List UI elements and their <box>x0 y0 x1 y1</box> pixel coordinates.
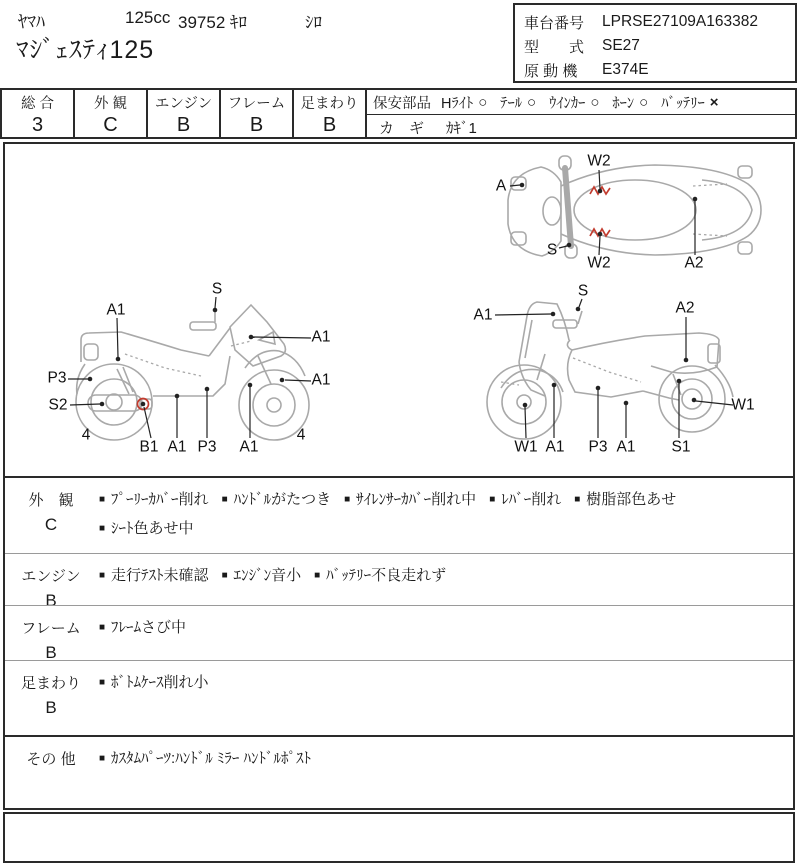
diagram-damage-code: W1 <box>514 438 538 456</box>
condition-item <box>99 520 194 537</box>
diagram-damage-code: S1 <box>671 438 691 456</box>
rating-cell-exterior <box>73 88 148 139</box>
marker-dot <box>205 387 210 392</box>
condition-item-text: ﾚﾊﾞｰ削れ <box>501 491 562 508</box>
ok-mark: ○ <box>527 93 537 111</box>
condition-row-undercarriage <box>5 660 793 735</box>
safety-item-label: Hﾗｲﾄ <box>441 95 474 112</box>
diagram-damage-code: W2 <box>587 152 611 170</box>
model-code: SE27 <box>602 37 640 54</box>
square-bullet-icon: ■ <box>489 494 496 505</box>
damage-diagram-box <box>3 142 795 478</box>
ng-mark: × <box>709 93 719 111</box>
safety-item-label: ﾎｰﾝ <box>612 95 635 112</box>
condition-item <box>489 491 561 508</box>
condition-item <box>574 491 676 508</box>
chassis-row <box>524 10 795 34</box>
square-bullet-icon: ■ <box>99 523 106 534</box>
diagram-damage-code: A2 <box>675 299 695 317</box>
condition-item <box>99 491 209 508</box>
ok-mark: ○ <box>478 93 488 111</box>
marker-dot <box>598 189 603 194</box>
mileage: 39752 ｷﾛ <box>178 13 247 32</box>
rating-value: B <box>322 114 337 136</box>
diagram-damage-code: A1 <box>473 306 493 324</box>
condition-item-text: ｶｽﾀﾑﾊﾟｰﾂ:ﾊﾝﾄﾞﾙ ﾐﾗｰ ﾊﾝﾄﾞﾙﾎﾟｽﾄ <box>111 750 312 767</box>
marker-dot <box>624 401 629 406</box>
leader-line <box>70 404 100 405</box>
rating-value: B <box>249 114 264 136</box>
diagram-damage-code: A1 <box>545 438 565 456</box>
engine-code-label: 原 動 機 <box>524 62 578 80</box>
safety-item-label: ﾃｰﾙ <box>500 95 523 112</box>
vehicle-id-box <box>513 3 797 83</box>
condition-row-frame <box>5 605 793 660</box>
marker-dot <box>88 377 93 382</box>
marker-dot <box>677 379 682 384</box>
marker-dot <box>116 357 121 362</box>
condition-item <box>344 491 476 508</box>
safety-item-battery <box>661 92 718 113</box>
diagram-labels-layer <box>48 153 755 456</box>
condition-category: 外 観 <box>28 492 74 509</box>
marker-dot <box>552 383 557 388</box>
condition-grade: B <box>45 591 57 610</box>
diagram-damage-code: A1 <box>167 438 187 456</box>
condition-label-col <box>5 737 97 808</box>
diagram-damage-code: A1 <box>239 438 259 456</box>
condition-item <box>222 491 332 508</box>
square-bullet-icon: ■ <box>99 677 106 688</box>
engine-code: E374E <box>602 61 649 78</box>
condition-item-text: ｴﾝｼﾞﾝ音小 <box>233 567 302 584</box>
rating-label: エンジン <box>154 96 213 112</box>
safety-item-headlight <box>441 92 487 113</box>
condition-item <box>99 567 209 584</box>
condition-items <box>97 554 793 605</box>
rating-label: 総 合 <box>20 96 55 112</box>
body-color: ｼﾛ <box>305 13 322 32</box>
marker-dot <box>576 307 581 312</box>
diagram-damage-code: S2 <box>48 396 68 414</box>
condition-grade: B <box>45 643 57 662</box>
diagram-damage-code: W1 <box>731 396 755 414</box>
leader-line <box>215 297 216 308</box>
model-code-label: 型 式 <box>524 38 585 56</box>
condition-category: フレーム <box>21 620 81 637</box>
marker-dot <box>523 403 528 408</box>
condition-item <box>99 750 311 767</box>
square-bullet-icon: ■ <box>314 570 321 581</box>
displacement: 125cc <box>125 8 171 27</box>
condition-label-col <box>5 478 97 553</box>
condition-item-text: ｼｰﾄ色あせ中 <box>111 520 194 537</box>
square-bullet-icon: ■ <box>574 494 581 505</box>
square-bullet-icon: ■ <box>221 570 228 581</box>
condition-items <box>97 478 793 553</box>
condition-grade: C <box>44 515 58 534</box>
marker-dot <box>684 358 689 363</box>
diagram-damage-code: A1 <box>616 438 636 456</box>
condition-row-exterior <box>5 478 793 553</box>
square-bullet-icon: ■ <box>99 622 106 633</box>
rating-cell-engine <box>146 88 221 139</box>
condition-category: エンジン <box>21 568 81 585</box>
condition-table <box>3 478 795 810</box>
key-label: カ ギ <box>379 119 425 137</box>
leader-line <box>117 318 118 357</box>
condition-label-col <box>5 606 97 660</box>
leader-line <box>579 299 582 307</box>
rating-cell-undercarriage <box>292 88 367 139</box>
marker-dot <box>249 335 254 340</box>
rating-label: フレーム <box>227 96 286 112</box>
condition-item-text: ﾌﾚｰﾑさび中 <box>111 619 187 636</box>
condition-grade: B <box>45 698 57 717</box>
condition-row-other <box>5 735 793 808</box>
diagram-damage-code: B1 <box>139 438 159 456</box>
marker-dot <box>598 232 603 237</box>
condition-category: その 他 <box>26 751 76 768</box>
condition-row-engine <box>5 553 793 610</box>
condition-label-col <box>5 554 97 610</box>
maker-name: ﾔﾏﾊ <box>18 12 45 32</box>
condition-item-text: 樹脂部色あせ <box>586 491 677 508</box>
diagram-damage-code: A1 <box>106 301 126 319</box>
scooter-left-side-view <box>76 305 309 440</box>
condition-item-text: ﾊﾞｯﾃﾘｰ不良走れず <box>326 567 447 584</box>
safety-item-label: ﾊﾞｯﾃﾘｰ <box>661 95 705 112</box>
condition-item-text: ｻｲﾚﾝｻｰｶﾊﾞｰ削れ中 <box>356 491 477 508</box>
leader-line <box>525 407 526 438</box>
marker-dot <box>141 402 146 407</box>
square-bullet-icon: ■ <box>99 494 106 505</box>
condition-item-text: 走行ﾃｽﾄ未確認 <box>111 567 209 584</box>
diagram-damage-code: P3 <box>588 438 608 456</box>
condition-label-col <box>5 661 97 735</box>
condition-item <box>222 567 302 584</box>
rating-value: 3 <box>31 114 44 136</box>
model-code-row <box>524 34 795 58</box>
marker-dot <box>567 243 572 248</box>
leader-line <box>495 314 551 315</box>
marker-dot <box>693 197 698 202</box>
diagram-damage-code: S <box>211 280 223 298</box>
rating-label: 外 観 <box>93 96 128 112</box>
diagram-damage-code: S <box>577 282 589 300</box>
condition-item <box>99 619 186 636</box>
marker-dot <box>692 398 697 403</box>
key-row <box>367 115 795 139</box>
ok-mark: ○ <box>590 93 600 111</box>
model-name: ﾏｼﾞｪｽﾃｨ125 <box>16 36 155 64</box>
key-value: ｶｷﾞ1 <box>446 119 477 137</box>
marker-dot <box>520 183 525 188</box>
marker-dot <box>213 308 218 313</box>
leader-line <box>599 236 600 255</box>
rating-cell-frame <box>219 88 294 139</box>
rating-cell-overall <box>0 88 75 139</box>
ok-mark: ○ <box>639 93 649 111</box>
square-bullet-icon: ■ <box>221 494 228 505</box>
marker-dot <box>280 378 285 383</box>
condition-items <box>97 737 793 808</box>
rating-value: C <box>103 114 118 136</box>
condition-item-text: ﾌﾟｰﾘｰｶﾊﾞｰ削れ <box>111 491 209 508</box>
condition-item <box>314 567 446 584</box>
safety-parts-row <box>367 90 795 115</box>
rating-value: B <box>176 114 191 136</box>
diagram-damage-code: P3 <box>47 369 67 387</box>
diagram-damage-code: 4 <box>296 426 306 444</box>
diagram-damage-code: S <box>546 241 558 259</box>
marker-dot <box>596 386 601 391</box>
diagram-damage-code: A <box>495 177 507 195</box>
leader-line <box>285 380 311 381</box>
safety-parts-box <box>365 88 797 139</box>
diagram-damage-code: P3 <box>197 438 217 456</box>
safety-item-tail <box>500 92 536 113</box>
condition-item-text: ﾊﾝﾄﾞﾙがたつき <box>233 491 332 508</box>
damage-marks-red <box>138 187 611 410</box>
diagram-damage-code: 4 <box>81 426 91 444</box>
condition-category: 足まわり <box>20 675 81 692</box>
rating-label: 足まわり <box>300 96 359 112</box>
safety-item-winker <box>549 92 599 113</box>
marker-dot <box>551 312 556 317</box>
square-bullet-icon: ■ <box>99 753 106 764</box>
diagram-damage-code: A2 <box>684 254 704 272</box>
remarks-empty-box <box>3 812 795 863</box>
scooter-right-side-view <box>487 299 733 439</box>
chassis-label: 車台番号 <box>524 14 585 32</box>
diagram-damage-code: A1 <box>311 328 331 346</box>
condition-item <box>99 674 209 691</box>
safety-item-horn <box>612 92 648 113</box>
damage-diagram <box>5 144 793 476</box>
condition-item-text: ﾎﾞﾄﾑｹｰｽ削れ小 <box>111 674 209 691</box>
chassis-number: LPRSE27109A163382 <box>602 13 758 30</box>
diagram-damage-code: A1 <box>311 371 331 389</box>
safety-parts-title: 保安部品 <box>373 95 431 112</box>
condition-items <box>97 606 793 660</box>
safety-item-label: ｳｲﾝｶｰ <box>549 95 586 112</box>
square-bullet-icon: ■ <box>99 570 106 581</box>
marker-dot <box>248 383 253 388</box>
engine-code-row <box>524 58 795 82</box>
marker-dot <box>100 402 105 407</box>
square-bullet-icon: ■ <box>344 494 351 505</box>
marker-dot <box>175 394 180 399</box>
condition-items <box>97 661 793 735</box>
diagram-damage-code: W2 <box>587 254 611 272</box>
